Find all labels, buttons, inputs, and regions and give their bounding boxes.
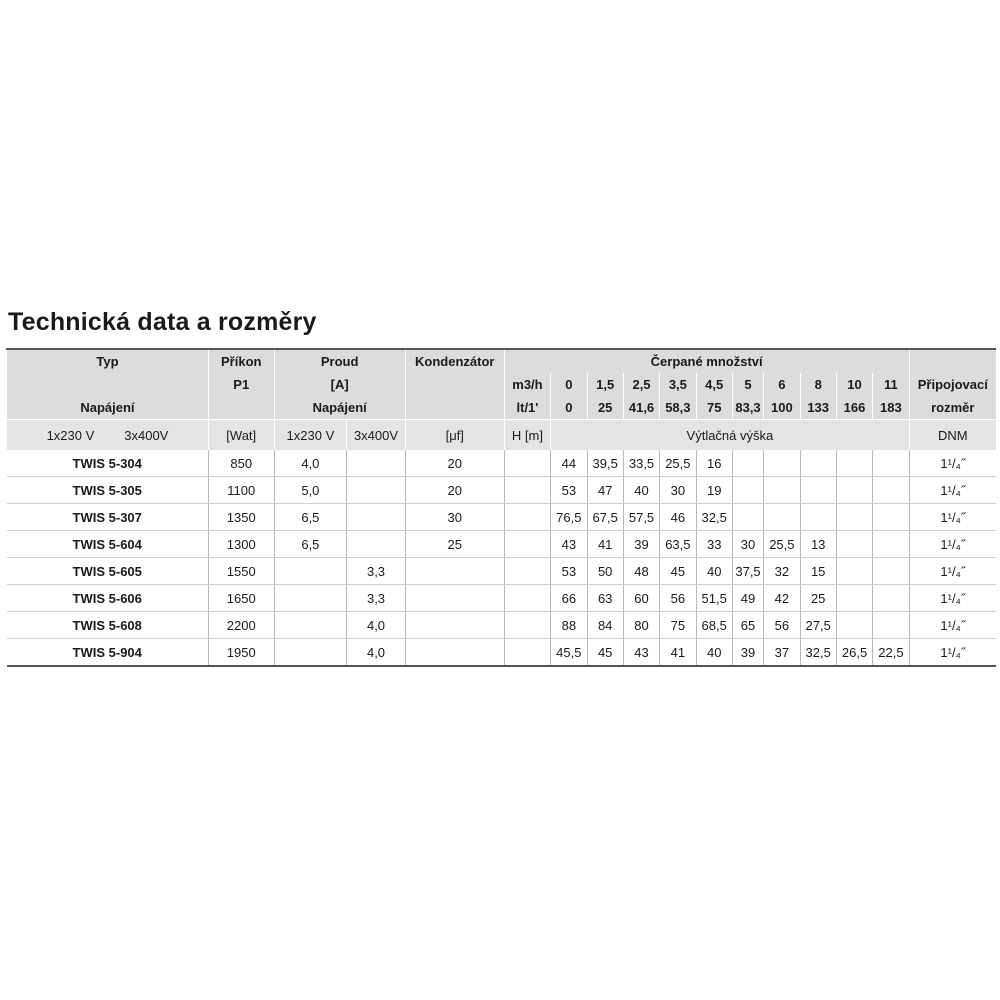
capacitor-uf [405,612,504,639]
head-value [800,504,836,531]
head-label: Výtlačná výška [551,420,909,451]
flow-m3h-header: 8 [800,373,836,396]
head-value: 39 [732,639,763,667]
head-value [873,531,909,558]
head-value: 39 [623,531,659,558]
header-row-1 [7,349,997,373]
head-value: 51,5 [696,585,732,612]
head-value: 25 [800,585,836,612]
col-header-kondenzator: Kondenzátor [405,349,504,373]
head-value: 48 [623,558,659,585]
unit-wat: [Wat] [208,420,274,451]
capacitor-uf [405,585,504,612]
head-value [873,612,909,639]
head-value [873,450,909,477]
current-1x230 [274,558,347,585]
head-value: 84 [587,612,623,639]
head-value: 40 [696,558,732,585]
model-name: TWIS 5-608 [7,612,209,639]
model-name: TWIS 5-305 [7,477,209,504]
current-3x400 [347,477,406,504]
head-value: 22,5 [873,639,909,667]
head-value: 41 [660,639,696,667]
capacitor-uf [405,639,504,667]
head-value [873,504,909,531]
flow-lt-header: 58,3 [660,396,696,420]
head-value: 19 [696,477,732,504]
head-value: 63,5 [660,531,696,558]
head-value: 45,5 [551,639,587,667]
head-value: 15 [800,558,836,585]
current-1x230 [274,639,347,667]
head-value: 25,5 [764,531,800,558]
head-value: 65 [732,612,763,639]
power-p1: 1350 [208,504,274,531]
head-value: 80 [623,612,659,639]
connection-size: 1¹/₄˝ [909,558,996,585]
head-value: 26,5 [836,639,872,667]
head-unit-cell [504,585,550,612]
current-3x400: 3,3 [347,558,406,585]
head-value: 37 [764,639,800,667]
flow-unit-lt: lt/1' [504,396,550,420]
unit-current-1x230: 1x230 V [274,420,347,451]
head-value [836,558,872,585]
head-value: 76,5 [551,504,587,531]
head-value [764,504,800,531]
head-value: 53 [551,558,587,585]
head-unit-cell [504,450,550,477]
unit-head: H [m] [504,420,550,451]
flow-m3h-header: 6 [764,373,800,396]
head-value: 56 [764,612,800,639]
head-value [836,531,872,558]
col-header-cerpane: Čerpané množství [504,349,909,373]
current-3x400: 3,3 [347,585,406,612]
head-value: 33,5 [623,450,659,477]
head-value: 42 [764,585,800,612]
flow-lt-header: 41,6 [623,396,659,420]
power-p1: 1550 [208,558,274,585]
flow-lt-header: 0 [551,396,587,420]
connection-size: 1¹/₄˝ [909,585,996,612]
head-value: 30 [732,531,763,558]
head-value: 37,5 [732,558,763,585]
head-value [873,558,909,585]
flow-m3h-header: 1,5 [587,373,623,396]
head-value [732,450,763,477]
col-header-typ: Typ [7,349,209,373]
page-title: Technická data a rozměry [8,308,317,336]
capacitor-uf: 30 [405,504,504,531]
head-value: 16 [696,450,732,477]
current-3x400 [347,531,406,558]
current-1x230: 6,5 [274,531,347,558]
head-value [764,477,800,504]
capacitor-uf: 20 [405,477,504,504]
head-value [836,504,872,531]
flow-lt-header: 133 [800,396,836,420]
power-p1: 1100 [208,477,274,504]
head-value: 56 [660,585,696,612]
model-name: TWIS 5-904 [7,639,209,667]
head-value: 66 [551,585,587,612]
power-p1: 2200 [208,612,274,639]
col-header-p1: P1 [208,373,274,396]
flow-unit-m3h: m3/h [504,373,550,396]
head-value [732,504,763,531]
head-value: 88 [551,612,587,639]
table-row [7,612,997,639]
head-value [873,585,909,612]
capacitor-uf: 20 [405,450,504,477]
units-row [7,420,997,451]
head-value [873,477,909,504]
head-value: 50 [587,558,623,585]
header-row-3 [7,396,997,420]
head-value: 32 [764,558,800,585]
model-name: TWIS 5-604 [7,531,209,558]
table-row [7,585,997,612]
head-value: 45 [587,639,623,667]
current-3x400: 4,0 [347,639,406,667]
head-value: 63 [587,585,623,612]
current-1x230 [274,612,347,639]
connection-size: 1¹/₄˝ [909,531,996,558]
supply-units [7,420,209,451]
head-value: 57,5 [623,504,659,531]
flow-m3h-header: 4,5 [696,373,732,396]
unit-uf: [μf] [405,420,504,451]
head-value: 25,5 [660,450,696,477]
connection-size: 1¹/₄˝ [909,639,996,667]
head-value: 13 [800,531,836,558]
current-3x400 [347,504,406,531]
head-value: 43 [623,639,659,667]
head-value: 68,5 [696,612,732,639]
flow-lt-header: 75 [696,396,732,420]
model-name: TWIS 5-605 [7,558,209,585]
head-value: 32,5 [696,504,732,531]
model-name: TWIS 5-606 [7,585,209,612]
table-row [7,639,997,667]
power-p1: 1950 [208,639,274,667]
power-p1: 1650 [208,585,274,612]
col-header-prikon: Příkon [208,349,274,373]
connection-size: 1¹/₄˝ [909,504,996,531]
flow-m3h-header: 5 [732,373,763,396]
head-value: 30 [660,477,696,504]
head-value: 45 [660,558,696,585]
head-unit-cell [504,477,550,504]
current-1x230: 4,0 [274,450,347,477]
head-unit-cell [504,639,550,667]
head-value: 75 [660,612,696,639]
connection-size: 1¹/₄˝ [909,477,996,504]
flow-lt-header: 100 [764,396,800,420]
head-value: 40 [696,639,732,667]
head-value: 32,5 [800,639,836,667]
unit-current-3x400: 3x400V [347,420,406,451]
col-header-blank [909,349,996,373]
head-value: 40 [623,477,659,504]
col-header-rozmer: rozměr [909,396,996,420]
flow-m3h-header: 3,5 [660,373,696,396]
supply-3x400: 3x400V [124,427,169,443]
table-row [7,558,997,585]
head-value [836,612,872,639]
flow-lt-header: 183 [873,396,909,420]
flow-m3h-header: 10 [836,373,872,396]
flow-lt-header: 166 [836,396,872,420]
capacitor-uf: 25 [405,531,504,558]
head-value: 47 [587,477,623,504]
flow-m3h-header: 0 [551,373,587,396]
power-p1: 1300 [208,531,274,558]
table-row [7,477,997,504]
capacitor-uf [405,558,504,585]
head-value [836,450,872,477]
col-header-amp-unit: [A] [274,373,405,396]
current-3x400 [347,450,406,477]
model-name: TWIS 5-307 [7,504,209,531]
head-value: 44 [551,450,587,477]
table-row [7,450,997,477]
connection-size: 1¹/₄˝ [909,450,996,477]
current-1x230: 6,5 [274,504,347,531]
flow-m3h-header: 11 [873,373,909,396]
col-header-napajeni-proud: Napájení [274,396,405,420]
flow-lt-header: 83,3 [732,396,763,420]
col-header-proud: Proud [274,349,405,373]
flow-m3h-header: 2,5 [623,373,659,396]
head-value [732,477,763,504]
head-value: 49 [732,585,763,612]
head-value: 27,5 [800,612,836,639]
head-value [836,477,872,504]
head-value: 53 [551,477,587,504]
head-value [800,477,836,504]
table-row [7,504,997,531]
head-value [800,450,836,477]
current-3x400: 4,0 [347,612,406,639]
head-unit-cell [504,558,550,585]
header-row-2 [7,373,997,396]
power-p1: 850 [208,450,274,477]
head-unit-cell [504,504,550,531]
head-value: 41 [587,531,623,558]
head-value: 43 [551,531,587,558]
flow-lt-header: 25 [587,396,623,420]
head-value: 39,5 [587,450,623,477]
table-row [7,531,997,558]
col-header-napajeni: Napájení [7,396,209,420]
current-1x230 [274,585,347,612]
head-value [836,585,872,612]
supply-1x230: 1x230 V [46,427,95,443]
head-value: 60 [623,585,659,612]
connection-size: 1¹/₄˝ [909,612,996,639]
head-unit-cell [504,612,550,639]
head-value: 67,5 [587,504,623,531]
head-value: 46 [660,504,696,531]
head-unit-cell [504,531,550,558]
current-1x230: 5,0 [274,477,347,504]
head-value: 33 [696,531,732,558]
head-value [764,450,800,477]
col-header-pripojovaci: Připojovací [909,373,996,396]
technical-data-table [6,348,996,667]
unit-dnm: DNM [909,420,996,451]
model-name: TWIS 5-304 [7,450,209,477]
